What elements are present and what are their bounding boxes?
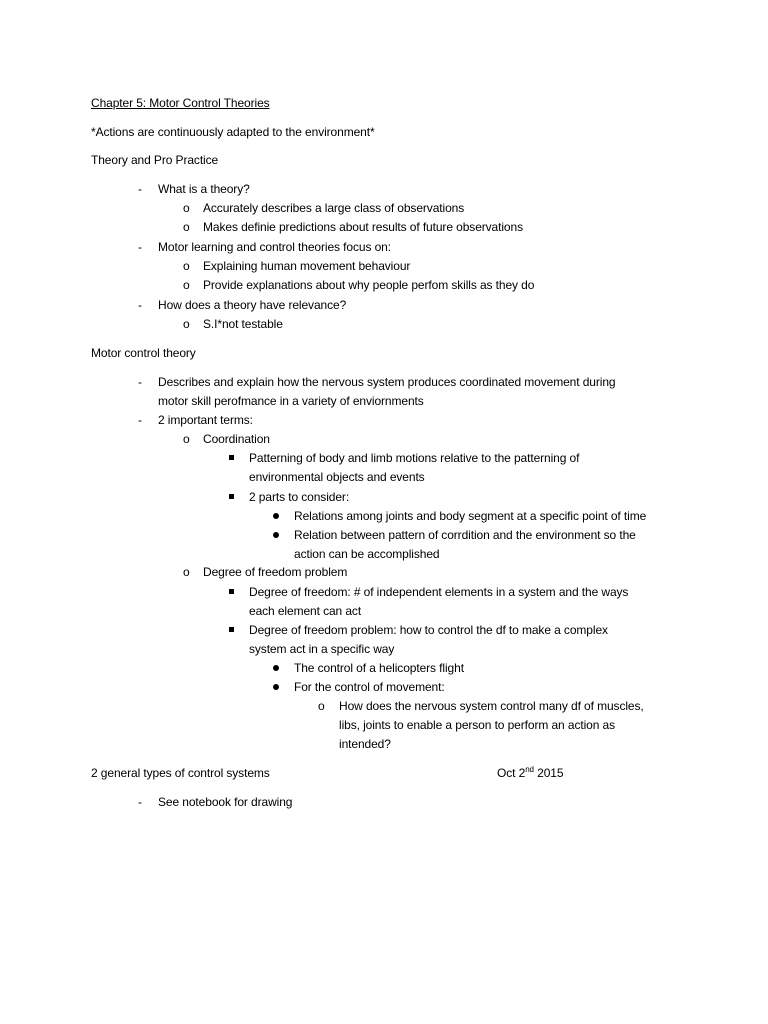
list-item: Degree of freedom problem: how to control the df to make a complex	[249, 623, 608, 637]
circle-bullet: o	[183, 317, 190, 331]
list-item: For the control of movement:	[294, 680, 445, 694]
circle-bullet: o	[183, 432, 190, 446]
subtitle-note: *Actions are continuously adapted to the environment*	[91, 125, 375, 139]
circle-bullet: o	[183, 201, 190, 215]
dash-bullet: -	[138, 182, 142, 196]
date-prefix: Oct 2	[497, 766, 526, 780]
list-item: Explaining human movement behaviour	[203, 259, 411, 273]
list-item-continuation: each element can act	[249, 604, 362, 618]
dash-bullet: -	[138, 413, 142, 427]
list-item: Describes and explain how the nervous system produces coordinated movement during	[158, 375, 616, 389]
list-item: Relations among joints and body segment at a specific point of time	[294, 509, 647, 523]
list-item: How does the nervous system control many df of muscles,	[339, 699, 644, 713]
list-item: Relation between pattern of corrdition and the environment so the	[294, 528, 636, 542]
circle-bullet: o	[183, 259, 190, 273]
list-item: Degree of freedom: # of independent elements in a system and the ways	[249, 585, 629, 599]
page-title: Chapter 5: Motor Control Theories	[91, 96, 270, 110]
section-heading: 2 general types of control systems	[91, 766, 270, 780]
list-item-continuation: libs, joints to enable a person to perform an action as	[339, 718, 615, 732]
date-ordinal: nd	[525, 765, 534, 774]
list-item: S.I*not testable	[203, 317, 283, 331]
dot-bullet	[273, 532, 279, 538]
circle-bullet: o	[318, 699, 325, 713]
list-item-continuation: intended?	[339, 737, 391, 751]
list-item: 2 important terms:	[158, 413, 253, 427]
list-item: Motor learning and control theories focus on:	[158, 240, 391, 254]
list-item-continuation: motor skill perofmance in a variety of enviornments	[158, 394, 424, 408]
list-item: 2 parts to consider:	[249, 490, 350, 504]
list-item: Degree of freedom problem	[203, 565, 348, 579]
dash-bullet: -	[138, 375, 142, 389]
dot-bullet	[273, 684, 279, 690]
list-item: Accurately describes a large class of observations	[203, 201, 465, 215]
list-item-continuation: system act in a specific way	[249, 642, 395, 656]
dot-bullet	[273, 513, 279, 519]
list-item: Makes definie predictions about results of future observations	[203, 220, 523, 234]
list-item-continuation: action can be accomplished	[294, 547, 440, 561]
list-item: What is a theory?	[158, 182, 250, 196]
section-heading: Theory and Pro Practice	[91, 153, 219, 167]
square-bullet	[229, 455, 234, 460]
dash-bullet: -	[138, 298, 142, 312]
section-heading: Motor control theory	[91, 346, 196, 360]
dash-bullet: -	[138, 240, 142, 254]
date-suffix: 2015	[533, 766, 564, 780]
list-item: Patterning of body and limb motions relative to the patterning of	[249, 451, 580, 465]
list-item: The control of a helicopters flight	[294, 661, 464, 675]
list-item: Provide explanations about why people perfom skills as they do	[203, 278, 535, 292]
square-bullet	[229, 589, 234, 594]
list-item: See notebook for drawing	[158, 795, 293, 809]
circle-bullet: o	[183, 565, 190, 579]
list-item: How does a theory have relevance?	[158, 298, 347, 312]
circle-bullet: o	[183, 278, 190, 292]
square-bullet	[229, 494, 234, 499]
list-item: Coordination	[203, 432, 270, 446]
circle-bullet: o	[183, 220, 190, 234]
dash-bullet: -	[138, 795, 142, 809]
list-item-continuation: environmental objects and events	[249, 470, 425, 484]
square-bullet	[229, 627, 234, 632]
dot-bullet	[273, 665, 279, 671]
date-stamp	[497, 765, 563, 781]
